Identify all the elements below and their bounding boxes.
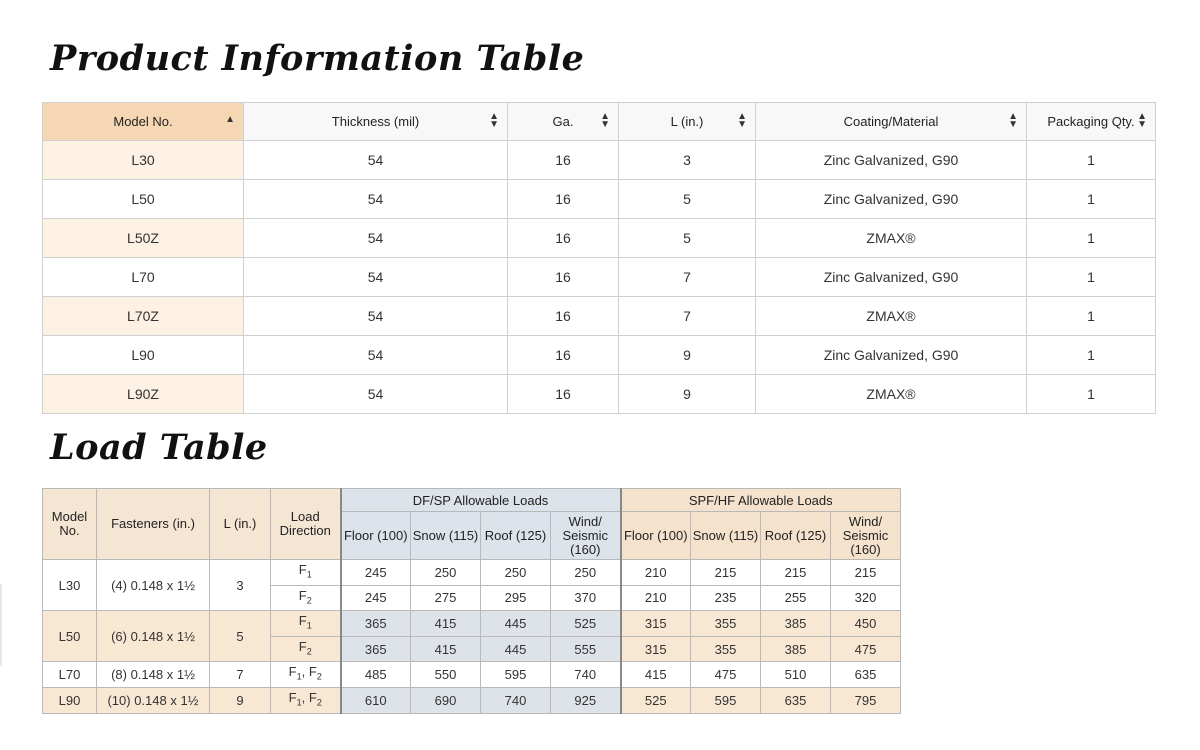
table-cell: 1 (1027, 336, 1156, 375)
duration-header: Floor (100) (341, 512, 411, 560)
load-value-cell: 385 (761, 636, 831, 662)
length-cell: 5 (210, 611, 271, 662)
table-cell: ZMAX® (756, 219, 1027, 258)
table-cell: 1 (1027, 297, 1156, 336)
load-value-cell: 475 (831, 636, 901, 662)
direction-cell: $F_2$ (271, 636, 341, 662)
table-cell: 9 (619, 375, 756, 414)
sort-icon: ▲ ▼ (1137, 111, 1147, 130)
table-row (43, 297, 1156, 336)
load-row (43, 687, 901, 713)
table-cell: 54 (244, 375, 508, 414)
load-value-cell: 510 (761, 662, 831, 688)
duration-header: Roof (125) (761, 512, 831, 560)
load-value-cell: 525 (551, 611, 621, 637)
fasteners-cell: (4) 0.148 x 1½ (97, 560, 210, 611)
sort-header-2[interactable]: Ga. ▲ ▼ (508, 103, 619, 141)
sort-icon: ▲ ▼ (600, 111, 610, 130)
sort-header-1[interactable]: Thickness (mil) ▲ ▼ (244, 103, 508, 141)
load-value-cell: 245 (341, 585, 411, 611)
table-cell: 16 (508, 180, 619, 219)
table-cell: Zinc Galvanized, G90 (756, 258, 1027, 297)
load-value-cell: 525 (621, 687, 691, 713)
sort-icon: ▲ ▼ (1008, 111, 1018, 130)
load-value-cell: 275 (411, 585, 481, 611)
load-value-cell: 255 (761, 585, 831, 611)
load-value-cell: 370 (551, 585, 621, 611)
load-value-cell: 250 (551, 560, 621, 586)
direction-cell: $F_1$ (271, 611, 341, 637)
sort-icon: ▲ ▼ (737, 111, 747, 130)
table-cell: 5 (619, 219, 756, 258)
load-value-cell: 550 (411, 662, 481, 688)
table-cell: L90 (43, 336, 244, 375)
direction-cell: $F_1$, $F_2$ (271, 687, 341, 713)
load-value-cell: 595 (481, 662, 551, 688)
load-value-cell: 215 (691, 560, 761, 586)
load-value-cell: 415 (411, 611, 481, 637)
load-table (42, 488, 901, 714)
table-cell: 54 (244, 258, 508, 297)
load-value-cell: 635 (761, 687, 831, 713)
spfhf-group-header: SPF/HF Allowable Loads (621, 489, 901, 512)
load-value-cell: 210 (621, 585, 691, 611)
length-cell: 3 (210, 560, 271, 611)
load-value-cell: 365 (341, 611, 411, 637)
load-value-cell: 635 (831, 662, 901, 688)
load-value-cell: 450 (831, 611, 901, 637)
table-cell: Zinc Galvanized, G90 (756, 336, 1027, 375)
sort-icon: ▲ ▼ (489, 111, 499, 130)
direction-cell: $F_2$ (271, 585, 341, 611)
table-cell: 5 (619, 180, 756, 219)
table-cell: Zinc Galvanized, G90 (756, 180, 1027, 219)
load-value-cell: 925 (551, 687, 621, 713)
load-value-cell: 595 (691, 687, 761, 713)
model-cell: L50 (43, 611, 97, 662)
load-value-cell: 250 (481, 560, 551, 586)
load-row (43, 560, 901, 586)
product-info-title: Product Information Table (50, 38, 585, 79)
table-cell: 3 (619, 141, 756, 180)
model-cell: L70 (43, 662, 97, 688)
load-value-cell: 475 (691, 662, 761, 688)
table-cell: 1 (1027, 180, 1156, 219)
length-cell: 9 (210, 687, 271, 713)
table-cell: 54 (244, 219, 508, 258)
table-cell: 16 (508, 219, 619, 258)
load-value-cell: 445 (481, 611, 551, 637)
table-cell: 1 (1027, 141, 1156, 180)
duration-header: Roof (125) (481, 512, 551, 560)
table-cell: L30 (43, 141, 244, 180)
table-cell: 1 (1027, 219, 1156, 258)
load-value-cell: 385 (761, 611, 831, 637)
load-value-cell: 295 (481, 585, 551, 611)
table-cell: Zinc Galvanized, G90 (756, 141, 1027, 180)
load-value-cell: 555 (551, 636, 621, 662)
load-value-cell: 315 (621, 636, 691, 662)
load-value-cell: 210 (621, 560, 691, 586)
direction-cell: $F_1$ (271, 560, 341, 586)
load-value-cell: 740 (481, 687, 551, 713)
load-value-cell: 215 (761, 560, 831, 586)
fasteners-cell: (8) 0.148 x 1½ (97, 662, 210, 688)
duration-header: Wind/ Seismic (160) (831, 512, 901, 560)
table-cell: 54 (244, 180, 508, 219)
duration-header: Snow (115) (411, 512, 481, 560)
length-cell: 7 (210, 662, 271, 688)
table-row (43, 180, 1156, 219)
load-value-cell: 610 (341, 687, 411, 713)
load-value-cell: 795 (831, 687, 901, 713)
table-row (43, 141, 1156, 180)
load-value-cell: 690 (411, 687, 481, 713)
load-value-cell: 245 (341, 560, 411, 586)
load-value-cell: 740 (551, 662, 621, 688)
table-row (43, 219, 1156, 258)
sort-header-4[interactable]: Coating/Material ▲ ▼ (756, 103, 1027, 141)
fasteners-cell: (10) 0.148 x 1½ (97, 687, 210, 713)
sort-header-0[interactable]: Model No. ▲ (43, 103, 244, 141)
table-cell: 54 (244, 141, 508, 180)
load-value-cell: 320 (831, 585, 901, 611)
sort-header-5[interactable]: Packaging Qty. ▲ ▼ (1027, 103, 1156, 141)
table-cell: L70 (43, 258, 244, 297)
table-cell: 16 (508, 375, 619, 414)
table-cell: 54 (244, 336, 508, 375)
model-cell: L30 (43, 560, 97, 611)
load-direction-header: Load Direction (271, 489, 341, 560)
load-value-cell: 415 (621, 662, 691, 688)
table-row (43, 336, 1156, 375)
load-value-cell: 235 (691, 585, 761, 611)
table-cell: 1 (1027, 258, 1156, 297)
table-cell: 54 (244, 297, 508, 336)
fasteners-header: Fasteners (in.) (97, 489, 210, 560)
table-cell: 16 (508, 336, 619, 375)
table-row (43, 258, 1156, 297)
load-value-cell: 215 (831, 560, 901, 586)
model-cell: L90 (43, 687, 97, 713)
duration-header: Snow (115) (691, 512, 761, 560)
length-header: L (in.) (210, 489, 271, 560)
load-value-cell: 250 (411, 560, 481, 586)
fasteners-cell: (6) 0.148 x 1½ (97, 611, 210, 662)
direction-cell: $F_1$, $F_2$ (271, 662, 341, 688)
table-cell: 1 (1027, 375, 1156, 414)
load-row (43, 611, 901, 637)
table-cell: 16 (508, 258, 619, 297)
table-cell: 16 (508, 297, 619, 336)
sort-ascending-icon: ▲ (225, 114, 235, 125)
dfsp-group-header: DF/SP Allowable Loads (341, 489, 621, 512)
table-cell: L90Z (43, 375, 244, 414)
table-cell: L50Z (43, 219, 244, 258)
load-row (43, 662, 901, 688)
sort-header-3[interactable]: L (in.) ▲ ▼ (619, 103, 756, 141)
table-cell: ZMAX® (756, 375, 1027, 414)
load-table-title: Load Table (50, 427, 268, 468)
load-value-cell: 365 (341, 636, 411, 662)
table-cell: 16 (508, 141, 619, 180)
load-value-cell: 355 (691, 636, 761, 662)
left-edge-marker (0, 584, 2, 666)
table-cell: 9 (619, 336, 756, 375)
load-value-cell: 445 (481, 636, 551, 662)
table-cell: 7 (619, 258, 756, 297)
load-value-cell: 355 (691, 611, 761, 637)
table-cell: ZMAX® (756, 297, 1027, 336)
load-value-cell: 485 (341, 662, 411, 688)
duration-header: Floor (100) (621, 512, 691, 560)
model-no-header: Model No. (43, 489, 97, 560)
load-value-cell: 415 (411, 636, 481, 662)
table-cell: L70Z (43, 297, 244, 336)
table-row (43, 375, 1156, 414)
duration-header: Wind/ Seismic (160) (551, 512, 621, 560)
product-information-table (42, 102, 1156, 414)
load-value-cell: 315 (621, 611, 691, 637)
table-cell: L50 (43, 180, 244, 219)
table-cell: 7 (619, 297, 756, 336)
